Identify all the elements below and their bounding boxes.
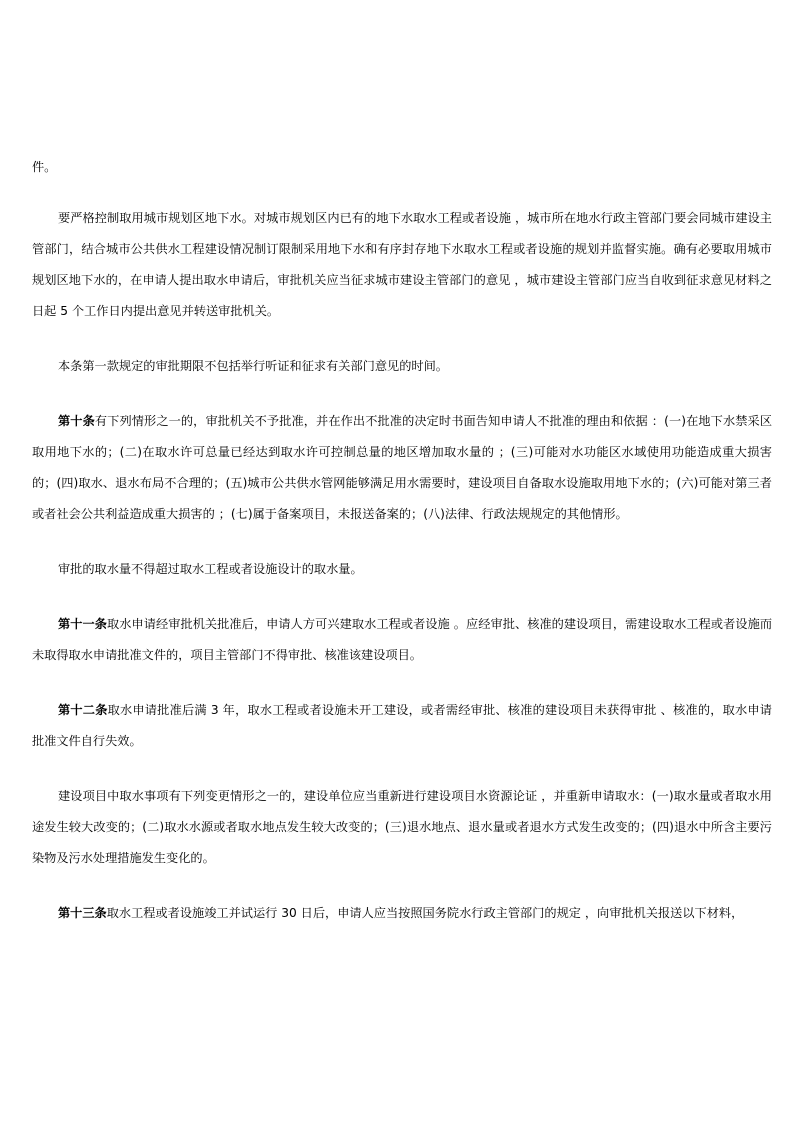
article-heading: 第十二条: [58, 703, 108, 717]
document-body: [32, 152, 772, 929]
paragraph-text: 本条第一款规定的审批期限不包括举行听证和征求有关部门意见的时间。: [58, 359, 448, 373]
article-text: 取水申请经审批机关批准后，申请人方可兴建取水工程或者设施 。应经审批、核准的建设项目，需建设取水工程或者设施而未取得取水申请批准文件的，项目主管部门不得审批、核准该建设项目。: [32, 617, 773, 662]
paragraph-approved-quantity: [32, 554, 772, 585]
article-13: [32, 898, 772, 929]
paragraph-text: 要严格控制取用城市规划区地下水。对城市规划区内已有的地下水取水工程或者设施 ，城市所在地水行政主管部门要会同城市建设主管部门，结合城市公共供水工程建设情况制订限制采用地下水和有序封存地下水取水工程或者设施的规划并监督实施。确有必要取用城市规划区地下水的，在申请人提出取水申请后，审批机关应当征求城市建设主管部门的意见 ，城市建设主管部门应当自收到征求意见材料之日起 5 个工作日内提出意见并转送审批机关。: [32, 211, 772, 318]
article-heading: 第十一条: [58, 617, 107, 631]
article-12: [32, 695, 772, 757]
article-heading: 第十条: [58, 414, 95, 428]
paragraph-change-conditions: [32, 781, 772, 874]
article-11: [32, 609, 772, 671]
article-text: 取水工程或者设施竣工并试运行 30 日后，申请人应当按照国务院水行政主管部门的规定 ，向审批机关报送以下材料，: [106, 906, 744, 920]
paragraph-groundwater-control: [32, 203, 772, 327]
article-heading: 第十三条: [58, 906, 107, 920]
paragraph-continuation: [32, 152, 772, 183]
article-10: [32, 406, 772, 530]
article-text: 有下列情形之一的，审批机关不予批准，并在作出不批准的决定时书面告知申请人不批准的理由和依据 ：(一)在地下水禁采区取用地下水的；(二)在取水许可总量已经达到取水许可控制总量的地区增加取水量的 ；(三)可能对水功能区水域使用功能造成重大损害的；(四)取水、退水布局不合理的；(五)城市公共供水管网能够满足用水需要时，建设项目自备取水设施取用地下水的；(六)可能对第三者或者社会公共利益造成重大损害的 ；(七)属于备案项目，未报送备案的；(八)法律、行政法规规定的其他情形。: [32, 414, 773, 521]
paragraph-text: 建设项目中取水事项有下列变更情形之一的，建设单位应当重新进行建设项目水资源论证 ，并重新申请取水：(一)取水量或者取水用途发生较大改变的；(二)取水水源或者取水地点发生较大改变的；(三)退水地点、退水量或者退水方式发生改变的；(四)退水中所含主要污染物及污水处理措施发生变化的。: [32, 789, 772, 865]
paragraph-approval-period-note: [32, 351, 772, 382]
paragraph-text: 审批的取水量不得超过取水工程或者设施设计的取水量。: [58, 562, 363, 576]
article-text: 取水申请批准后满 3 年，取水工程或者设施未开工建设，或者需经审批、核准的建设项目未获得审批 、核准的，取水申请批准文件自行失效。: [32, 703, 772, 748]
paragraph-text: 件。: [32, 160, 57, 174]
